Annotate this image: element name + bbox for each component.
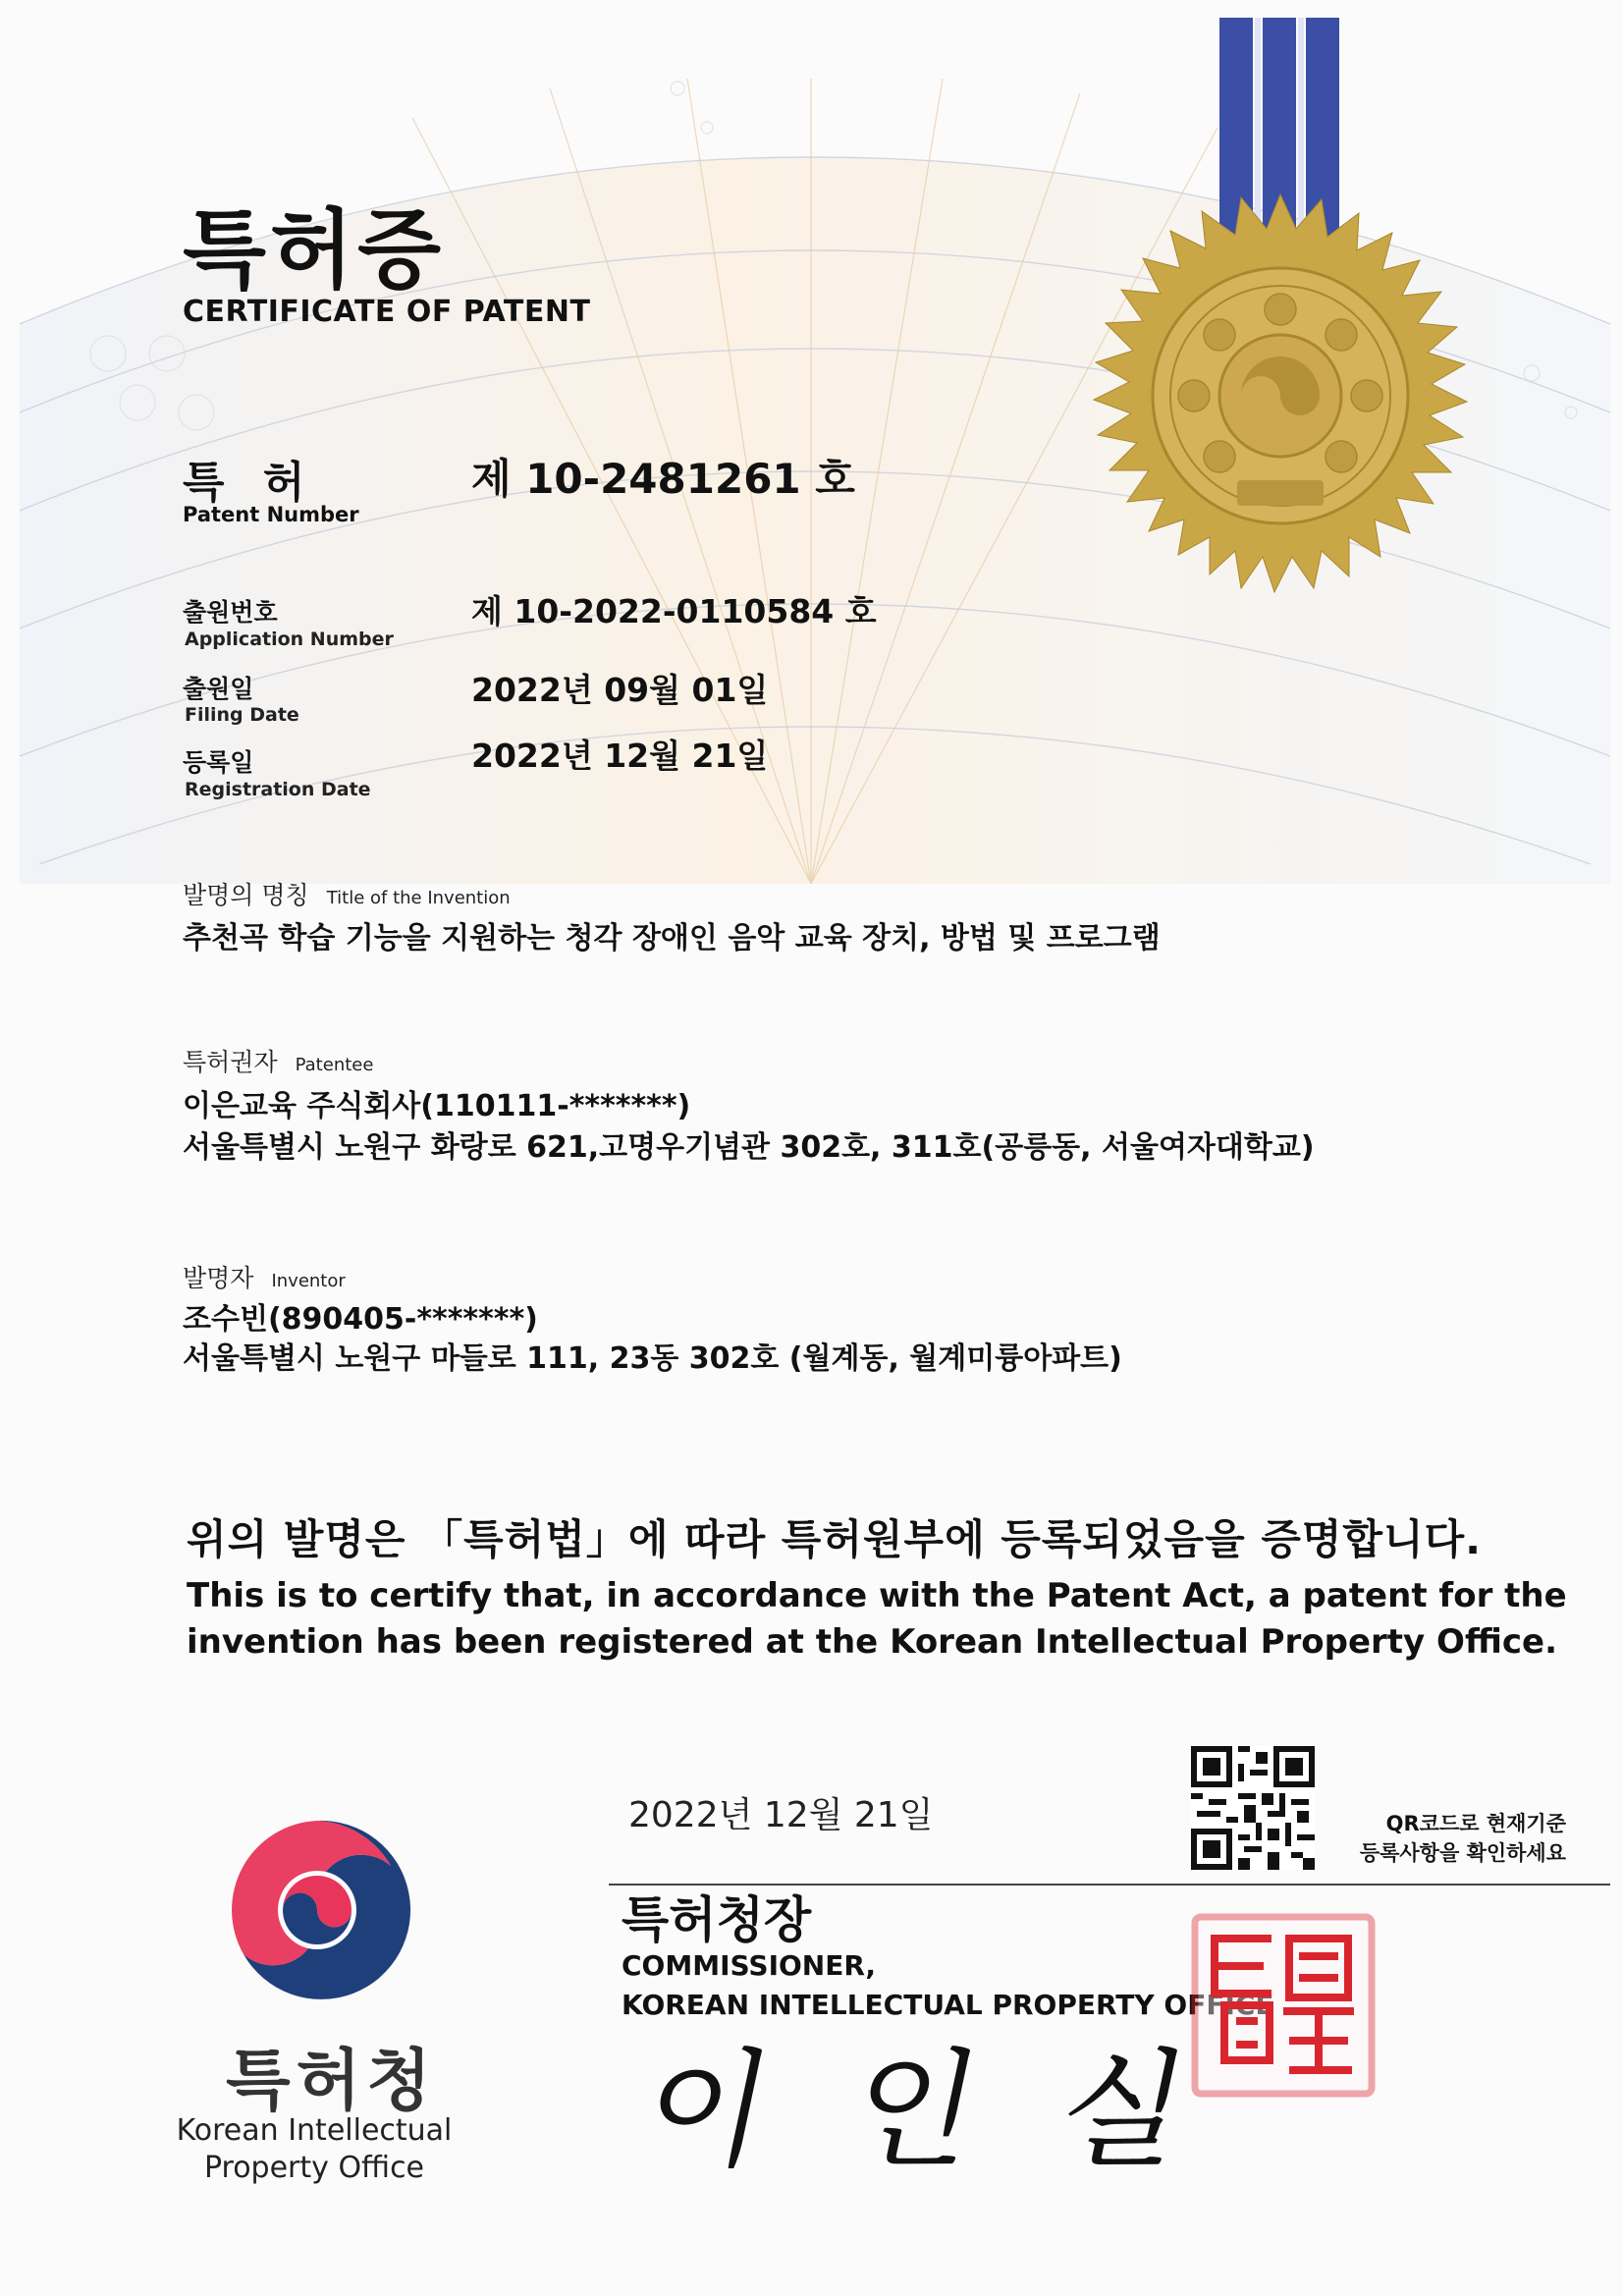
office-name-en-line1: Korean Intellectual xyxy=(176,2113,453,2148)
commissioner-title-en-line2: KOREAN INTELLECTUAL PROPERTY OFFICE xyxy=(622,1989,1274,2021)
filing-date-label-en: Filing Date xyxy=(185,704,299,726)
patent-number-label: 특 허 xyxy=(183,458,317,508)
declaration-ko: 위의 발명은 「특허법」에 따라 특허원부에 등록되었음을 증명합니다. xyxy=(187,1515,1483,1563)
office-name-ko: 특허청 xyxy=(226,2043,438,2120)
certificate-title-en: CERTIFICATE OF PATENT xyxy=(183,295,591,329)
inventor-address: 서울특별시 노원구 마들로 111, 23동 302호 (월계동, 월계미륭아파트) xyxy=(183,1341,1122,1376)
patentee-label-ko: 특허권자 xyxy=(183,1048,278,1076)
office-name-en-line2: Property Office xyxy=(203,2151,425,2185)
qr-note xyxy=(1330,1809,1566,1868)
filing-date-label: 출원일 xyxy=(183,675,254,703)
patentee-name: 이은교육 주식회사(110111-*******) xyxy=(183,1089,691,1123)
commissioner-signature: 이인실 xyxy=(629,2036,1285,2185)
qr-code-icon[interactable] xyxy=(1191,1746,1315,1870)
declaration-en-line2: invention has been registered at the Korean Intellectual Property Office. xyxy=(187,1622,1557,1662)
inventor-label xyxy=(183,1259,346,1294)
kipo-logo-icon xyxy=(214,1807,420,2013)
filing-date-value: 2022년 09월 01일 xyxy=(471,671,769,709)
invention-label xyxy=(183,876,511,911)
certificate-title-ko: 특허증 xyxy=(183,199,446,301)
application-number-value: 제 10-2022-0110584 호 xyxy=(471,592,877,630)
qr-note-line1: QR코드로 현재기준 xyxy=(1385,1812,1566,1835)
registration-date-label-en: Registration Date xyxy=(185,779,371,800)
invention-label-ko: 발명의 명칭 xyxy=(183,881,309,909)
qr-note-line2: 등록사항을 확인하세요 xyxy=(1359,1841,1566,1865)
patentee-label-en: Patentee xyxy=(295,1055,374,1075)
invention-title: 추천곡 학습 기능을 지원하는 청각 장애인 음악 교육 장치, 방법 및 프로그램 xyxy=(183,921,1161,956)
patent-number-value: 제 10-2481261 호 xyxy=(471,455,855,503)
application-number-label: 출원번호 xyxy=(183,598,278,627)
gold-seal-emblem xyxy=(1070,18,1502,627)
inventor-label-en: Inventor xyxy=(271,1271,346,1291)
issue-date: 2022년 12월 21일 xyxy=(628,1795,934,1835)
registration-date-value: 2022년 12월 21일 xyxy=(471,737,769,775)
application-number-label-en: Application Number xyxy=(185,629,394,650)
patent-number-label-en: Patent Number xyxy=(183,503,359,526)
invention-label-en: Title of the Invention xyxy=(326,888,511,908)
inventor-label-ko: 발명자 xyxy=(183,1264,254,1292)
registration-date-label: 등록일 xyxy=(183,748,254,777)
patentee-label xyxy=(183,1043,373,1078)
declaration-en-line1: This is to certify that, in accordance with the Patent Act, a patent for the xyxy=(187,1576,1567,1615)
commissioner-title-ko: 특허청장 xyxy=(622,1891,812,1948)
commissioner-title-en-line1: COMMISSIONER, xyxy=(622,1949,877,1982)
patentee-address: 서울특별시 노원구 화랑로 621,고명우기념관 302호, 311호(공릉동, 서울여자대학교) xyxy=(183,1130,1315,1165)
inventor-name: 조수빈(890405-*******) xyxy=(183,1302,538,1337)
official-red-stamp xyxy=(1191,1913,1376,2098)
